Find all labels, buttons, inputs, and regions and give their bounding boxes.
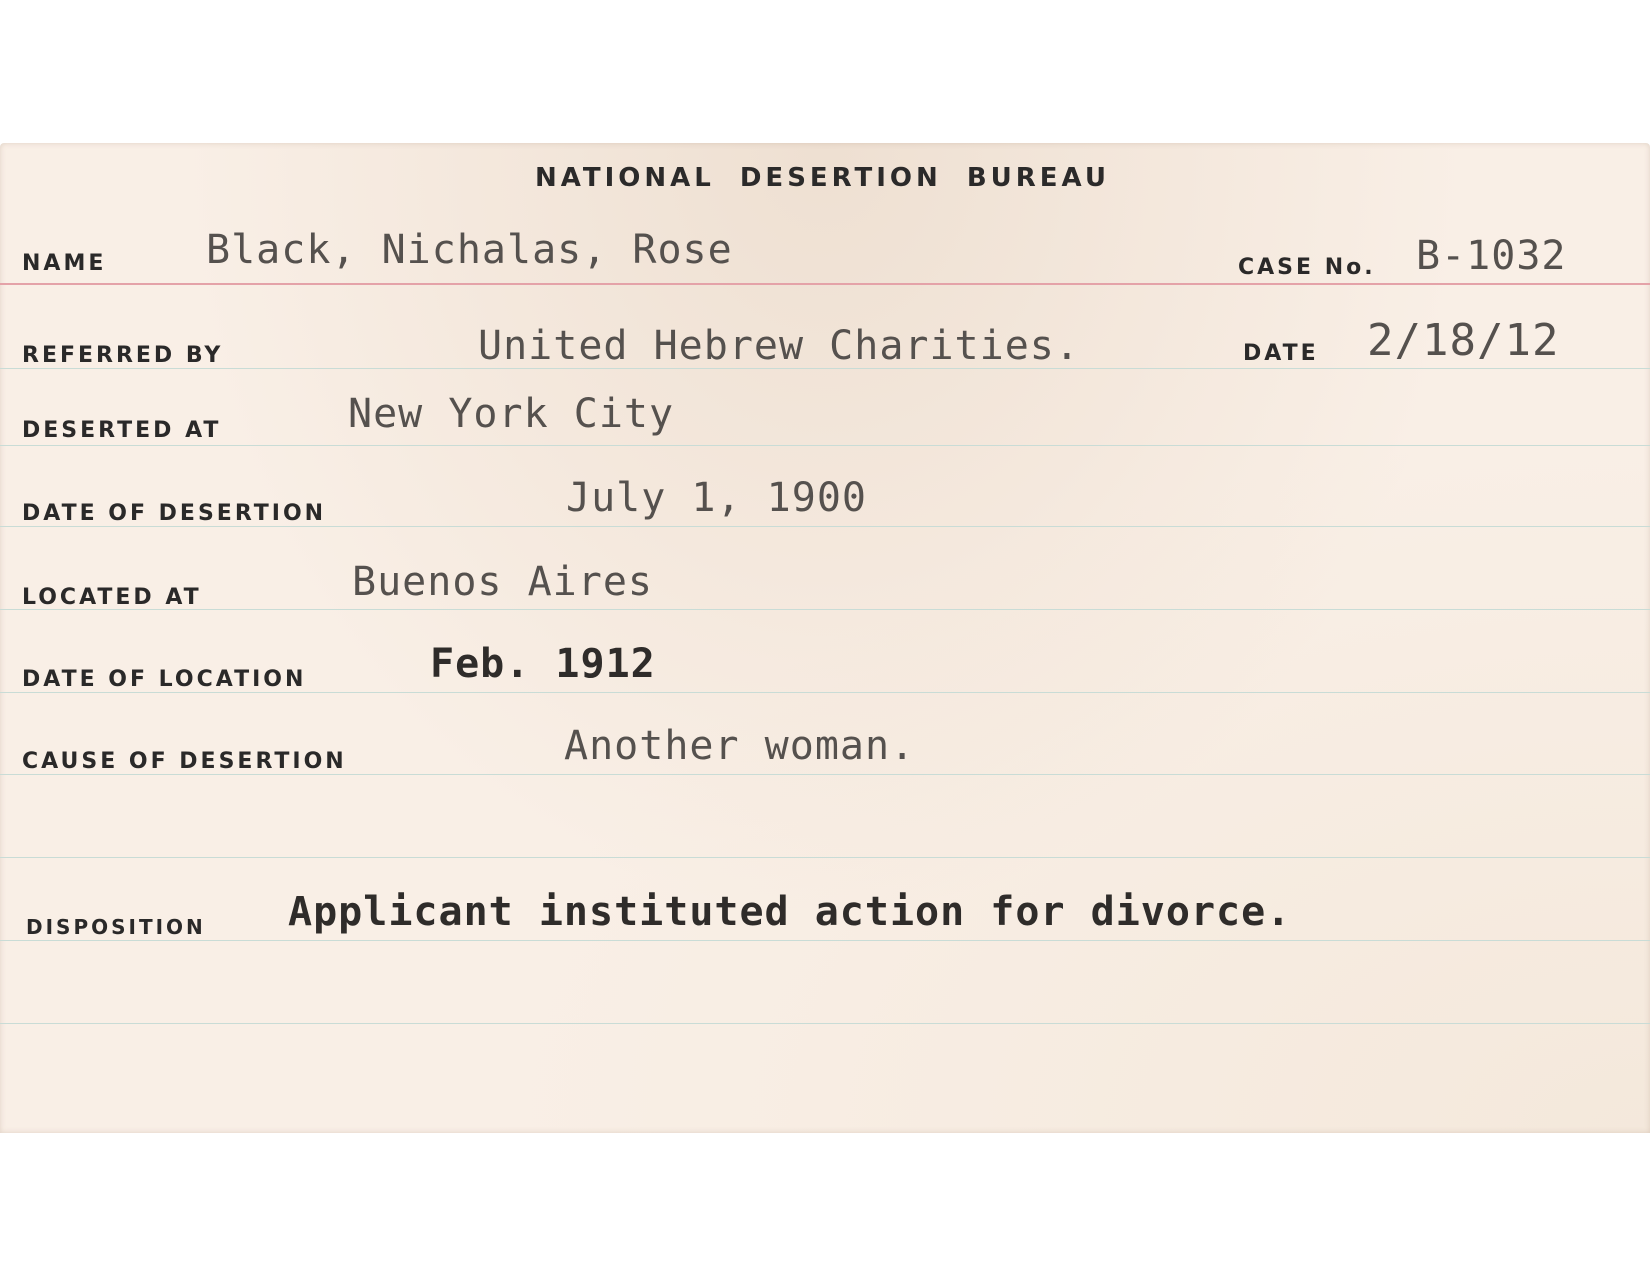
cause-of-desertion-value: Another woman.: [564, 723, 916, 769]
name-value: Black, Nichalas, Rose: [206, 227, 733, 273]
date-value: 2/18/12: [1367, 315, 1560, 366]
disposition-label: DISPOSITION: [26, 915, 206, 939]
located-at-value: Buenos Aires: [352, 559, 653, 605]
ruled-line: [0, 445, 1650, 446]
ruled-line: [0, 1023, 1650, 1024]
deserted-at-label: DESERTED AT: [22, 418, 222, 443]
located-at-label: LOCATED AT: [22, 585, 202, 610]
disposition-value: Applicant instituted action for divorce.: [288, 889, 1292, 935]
date-of-desertion-label: DATE OF DESERTION: [22, 501, 327, 526]
ruled-line: [0, 692, 1650, 693]
ruled-line: [0, 774, 1650, 775]
date-of-location-value: Feb. 1912: [430, 641, 656, 687]
deserted-at-value: New York City: [348, 391, 675, 437]
name-label: NAME: [22, 251, 107, 276]
date-of-desertion-value: July 1, 1900: [566, 475, 867, 521]
card-title: NATIONAL DESERTION BUREAU: [534, 163, 1110, 193]
ruled-line: [0, 857, 1650, 858]
red-header-rule: [0, 283, 1650, 285]
ruled-line: [0, 526, 1650, 527]
ruled-line: [0, 609, 1650, 610]
referred-by-label: REFERRED BY: [22, 343, 224, 368]
index-card: [0, 143, 1650, 1133]
case-no-value: B-1032: [1416, 233, 1567, 279]
date-label: DATE: [1243, 341, 1319, 366]
case-no-label: CASE No.: [1238, 255, 1376, 280]
date-of-location-label: DATE OF LOCATION: [22, 667, 307, 692]
ruled-line: [0, 940, 1650, 941]
referred-by-value: United Hebrew Charities.: [478, 323, 1080, 369]
cause-of-desertion-label: CAUSE OF DESERTION: [22, 749, 347, 774]
